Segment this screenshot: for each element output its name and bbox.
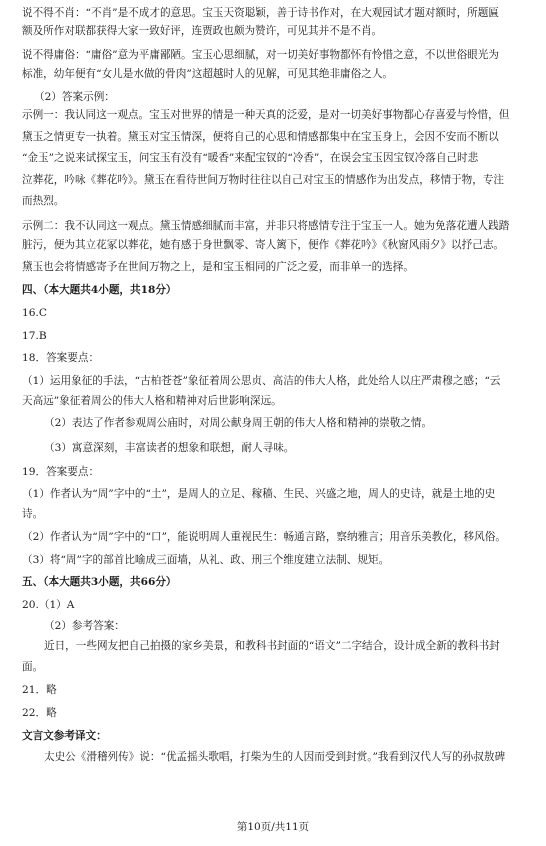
text-line: 面。 [22,661,44,673]
section-heading: 四、（本大题共4小题，共18分） [22,284,177,296]
text-line: 21．略 [22,684,57,696]
text-line: 黛玉也会将情感寄予在世间万物之上，是和宝玉相同的广泛之爱，而非单一的选择。 [22,261,414,273]
text-line: （2）作者认为“周”字中的“口”，能说明周人重视民生：畅通言路，察纳雅言；用音乐美教化，移风俗。 [22,531,506,543]
text-line: 而热烈。 [22,195,65,207]
text-line: 17.B [22,330,47,342]
text-line: （1）作者认为“周”字中的“土”，是周人的立足、稼穑、生民、兴盛之地，周人的史诗，就是土地的史 [22,488,496,500]
text-line: 18．答案要点： [22,352,100,364]
text-line: （2）答案示例： [34,91,115,103]
text-line: 太史公《滑稽列传》说：“优孟摇头歌唱，打柴为生的人因而受到封赏。”我看到汉代人写的孙叔敖碑 [44,751,506,763]
text-line: 16.C [22,307,47,319]
text-line: 天高远”象征着周公的伟大人格和精神对后世影响深远。 [22,395,282,407]
text-line: （1）运用象征的手法，“古柏苍苍”象征着周公思贞、高洁的伟大人格，此处给人以庄严肃穆之感；“云 [22,375,501,387]
text-line: 20.（1）A [22,599,75,611]
text-line: 19．答案要点： [22,466,100,478]
text-line: 示例二：我不认同这一观点。黛玉情感细腻而丰富，并非只将感情专注于宝玉一人。她为免落花遭人践踏 [22,220,510,232]
text-line: 额及所作对联都获得大家一致好评，连贾政也颇为赞许，可见其并不是不肖。 [22,25,383,37]
text-line: 泣葬花，吟咏《葬花吟》。黛玉在看待世间万物时往往以自己对宝玉的情感作为出发点，移情于物，专注 [22,174,505,186]
text-line: （3）寓意深刻，丰富读者的想象和联想，耐人寻味。 [44,442,295,454]
text-line: 黛玉之情更专一执着。黛玉对宝玉情深，便将自己的心思和情感都集中在宝玉身上，会因不安而不断以 [22,131,499,143]
text-line: 示例一：我认同这一观点。宝玉对世界的情是一种天真的泛爱，是对一切美好事物都心存喜爱与怜惜，但 [22,109,510,121]
section-heading: 文言文参考译文： [22,730,107,742]
text-line: 22．略 [22,707,57,719]
text-line: 近日，一些网友把自己拍摄的家乡美景，和教科书封面的“语文”二字结合，设计成全新的教科书封 [44,640,500,652]
text-line: 脏污，便为其立花冢以葬花，她有感于身世飘零、寄人篱下，便作《葬花吟》《秋窗风雨夕》以抒己志。 [22,239,505,251]
text-line: “金玉”之说来试探宝玉，问宝玉有没有“暖香”来配宝钗的“冷香”，在误会宝玉因宝钗冷落自己时悲 [22,152,479,164]
page-number: 第10页/共11页 [236,821,310,833]
text-line: （3）将“周”字的部首比喻成三面墙，从礼、政、刑三个维度建立法制、规矩。 [22,554,390,566]
text-line: （2）参考答案： [44,620,125,632]
text-line: 说不得庸俗：“庸俗”意为平庸鄙陋。宝玉心思细腻，对一切美好事物都怀有怜惜之意，不以世俗眼光为 [22,49,499,61]
section-heading: 五、（本大题共3小题，共66分） [22,576,177,588]
text-line: 诗。 [22,508,44,520]
text-line: 标准，幼年便有“女儿是水做的骨肉”这超越时人的见解，可见其绝非庸俗之人。 [22,68,394,80]
text-line: 说不得不肖：“不肖”是不成才的意思。宝玉天资聪颖，善于诗书作对，在大观园试才题对额时，所题匾 [22,7,499,19]
text-line: （2）表达了作者参观周公庙时，对周公献身周王朝的伟大人格和精神的崇敬之情。 [44,417,433,429]
